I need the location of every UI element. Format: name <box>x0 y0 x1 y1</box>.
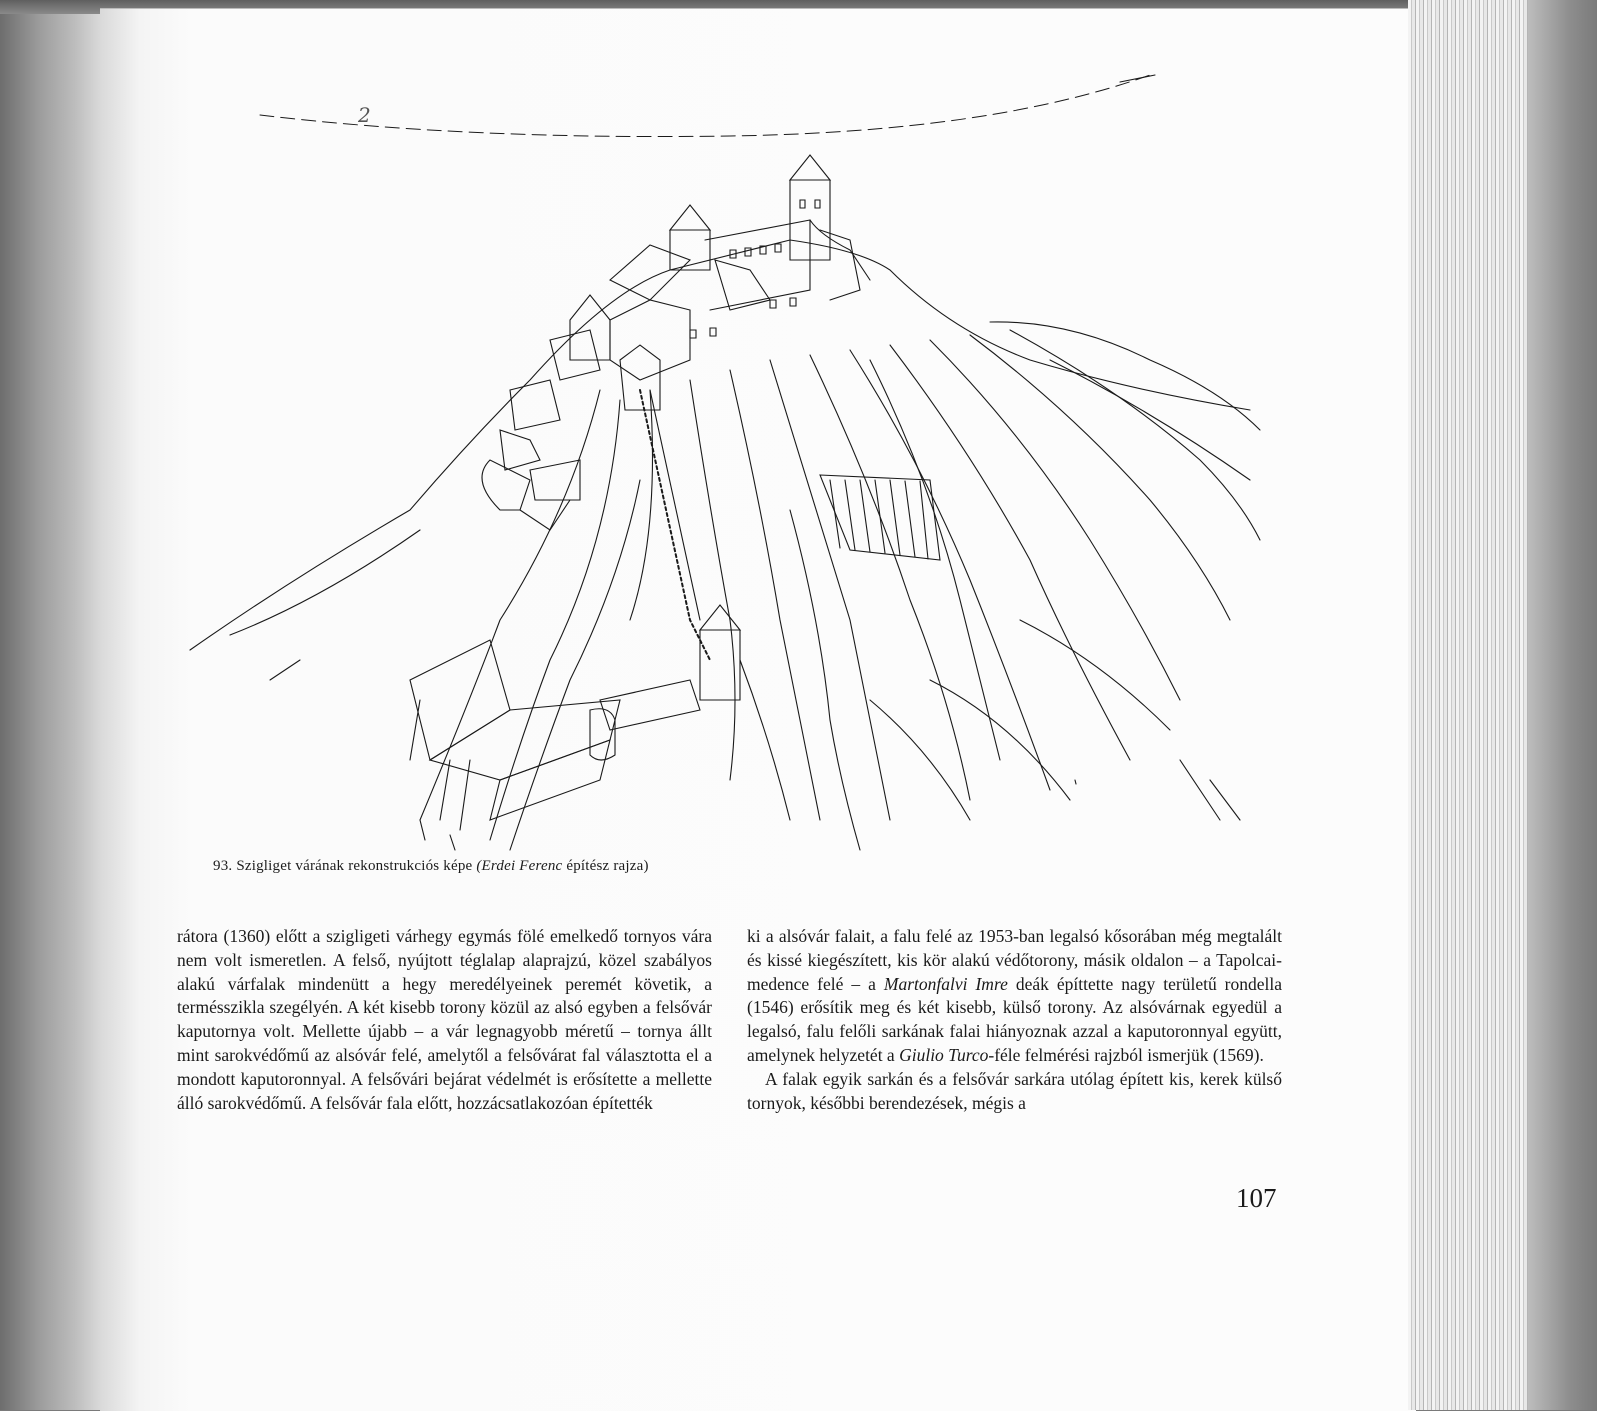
page-number: 107 <box>1236 1183 1277 1213</box>
castle-reconstruction-drawing <box>170 60 1280 860</box>
caption-credit-suffix: építész rajza) <box>566 858 649 874</box>
right-p1-part-c: -féle felmérési rajzból ismerjük (1569). <box>988 1044 1264 1065</box>
name-martonfalvi: Martonfalvi Imre <box>883 973 1008 994</box>
sketch-note: 2 <box>358 103 371 127</box>
figure-caption <box>213 858 913 875</box>
text-column-left <box>177 925 712 1115</box>
right-p1-part-b: deák építtette nagy területű rondella (1546) erősítik meg és két kisebb, külső torony. Az alsóvárnak egyedül a legalsó, falu felőli sarkának falai hiányoznak azzal a kaputoronnyal együtt, amelynek helyzetét a <box>747 973 1283 1065</box>
right-paragraph-2: A falak egyik sarkán és a felsővár sarkára utólag épített kis, kerek külső tornyok, későbbi berendezések, mégis a <box>747 1068 1282 1113</box>
left-paragraph: rátora (1360) előtt a szigligeti várhegy egymás fölé emelkedő tornyos vára nem volt ismeretlen. A felső, nyújtott téglalap alaprajzú, közel szabályos alakú várfalak mindenütt a hegy meredélyeinek peremét követik, a termésszikla szegélyén. A két kisebb torony közül az alsó egyben a felsővár kaputornya volt. Mellette újabb – a vár legnagyobb méretű – tornya állt mint sarokvédőmű az alsóvár felé, amelytől a felsővárat fal választotta el a mondott kaputoronnyal. A felsővári bejárat védelmét is erősítette a mellette álló sarokvédőmű. A felsővár fala előtt, hozzácsatlakozóan építették <box>177 926 712 1113</box>
right-p1-part-a: ki a alsóvár falait, a falu felé az 1953-ban legalsó kősorában még megtalált és kissé kiegészített, kis kör alakú védőtorony, másik oldalon – a Tapolcai-medence felé – a <box>747 926 1282 994</box>
figure-number: 93. <box>213 858 233 874</box>
text-column-right <box>747 925 1282 1115</box>
page-stack-edge <box>1408 0 1597 1410</box>
caption-credit-name: Erdei Ferenc <box>481 858 563 874</box>
caption-open-paren: ( <box>476 858 482 874</box>
caption-text: Szigliget várának rekonstrukciós képe <box>236 858 473 874</box>
name-giulio-turco: Giulio Turco <box>899 1044 989 1065</box>
right-paragraph-1 <box>747 925 1282 1068</box>
